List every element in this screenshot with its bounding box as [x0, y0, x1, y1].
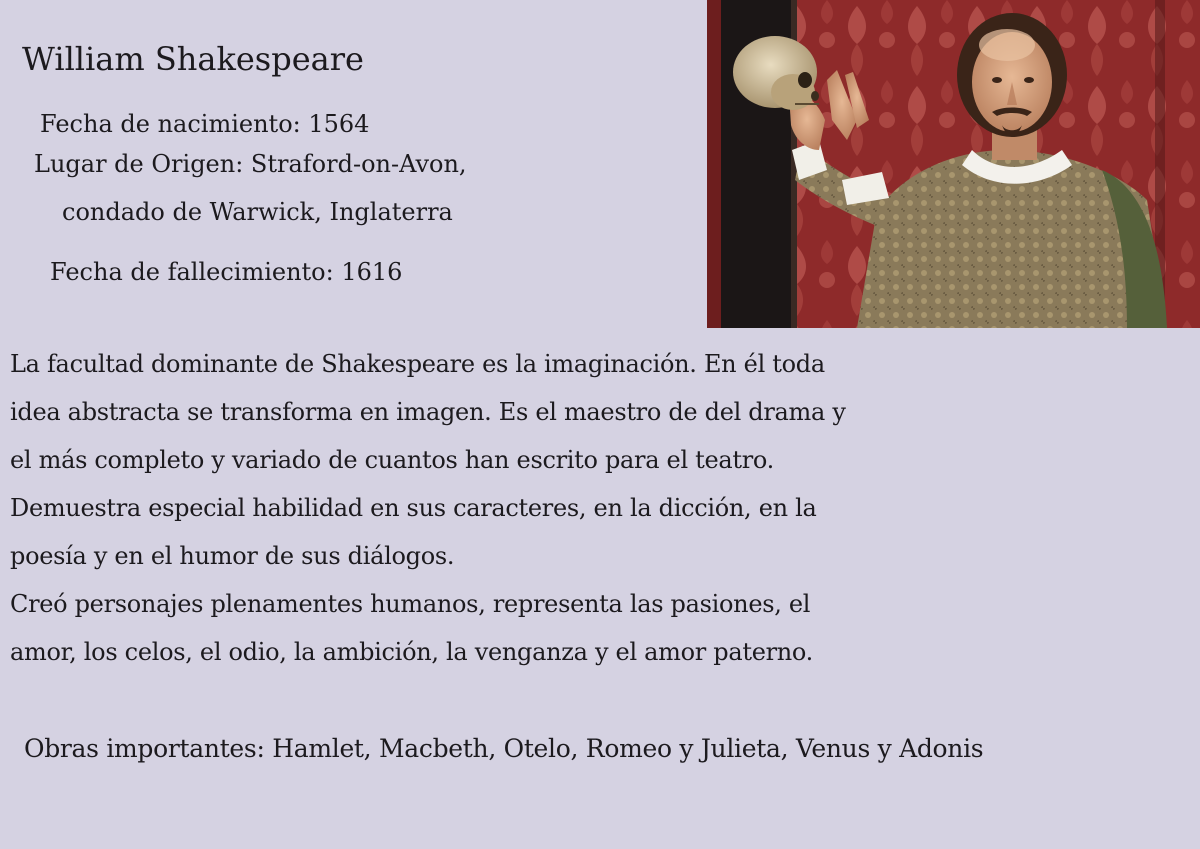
biography-line: Demuestra especial habilidad en sus caracteres, en la dicción, en la: [10, 494, 817, 522]
biography-line: el más completo y variado de cuantos han escrito para el teatro.: [10, 446, 774, 474]
death-date: Fecha de fallecimiento: 1616: [50, 258, 403, 286]
page-title: William Shakespeare: [22, 40, 364, 78]
shakespeare-portrait: [707, 0, 1200, 328]
birth-date: Fecha de nacimiento: 1564: [40, 110, 370, 138]
biography-line: La facultad dominante de Shakespeare es la imaginación. En él toda: [10, 350, 825, 378]
origin-line-1: Lugar de Origen: Straford-on-Avon,: [34, 150, 467, 178]
biography-paragraph: [10, 340, 970, 676]
biography-line: poesía y en el humor de sus diálogos.: [10, 542, 455, 570]
biography-line: idea abstracta se transforma en imagen. Es el maestro de del drama y: [10, 398, 846, 426]
origin-line-2: condado de Warwick, Inglaterra: [62, 198, 453, 226]
biography-line: amor, los celos, el odio, la ambición, la venganza y el amor paterno.: [10, 638, 813, 666]
important-works: Obras importantes: Hamlet, Macbeth, Otelo, Romeo y Julieta, Venus y Adonis: [24, 734, 984, 763]
biography-line: Creó personajes plenamentes humanos, representa las pasiones, el: [10, 590, 811, 618]
